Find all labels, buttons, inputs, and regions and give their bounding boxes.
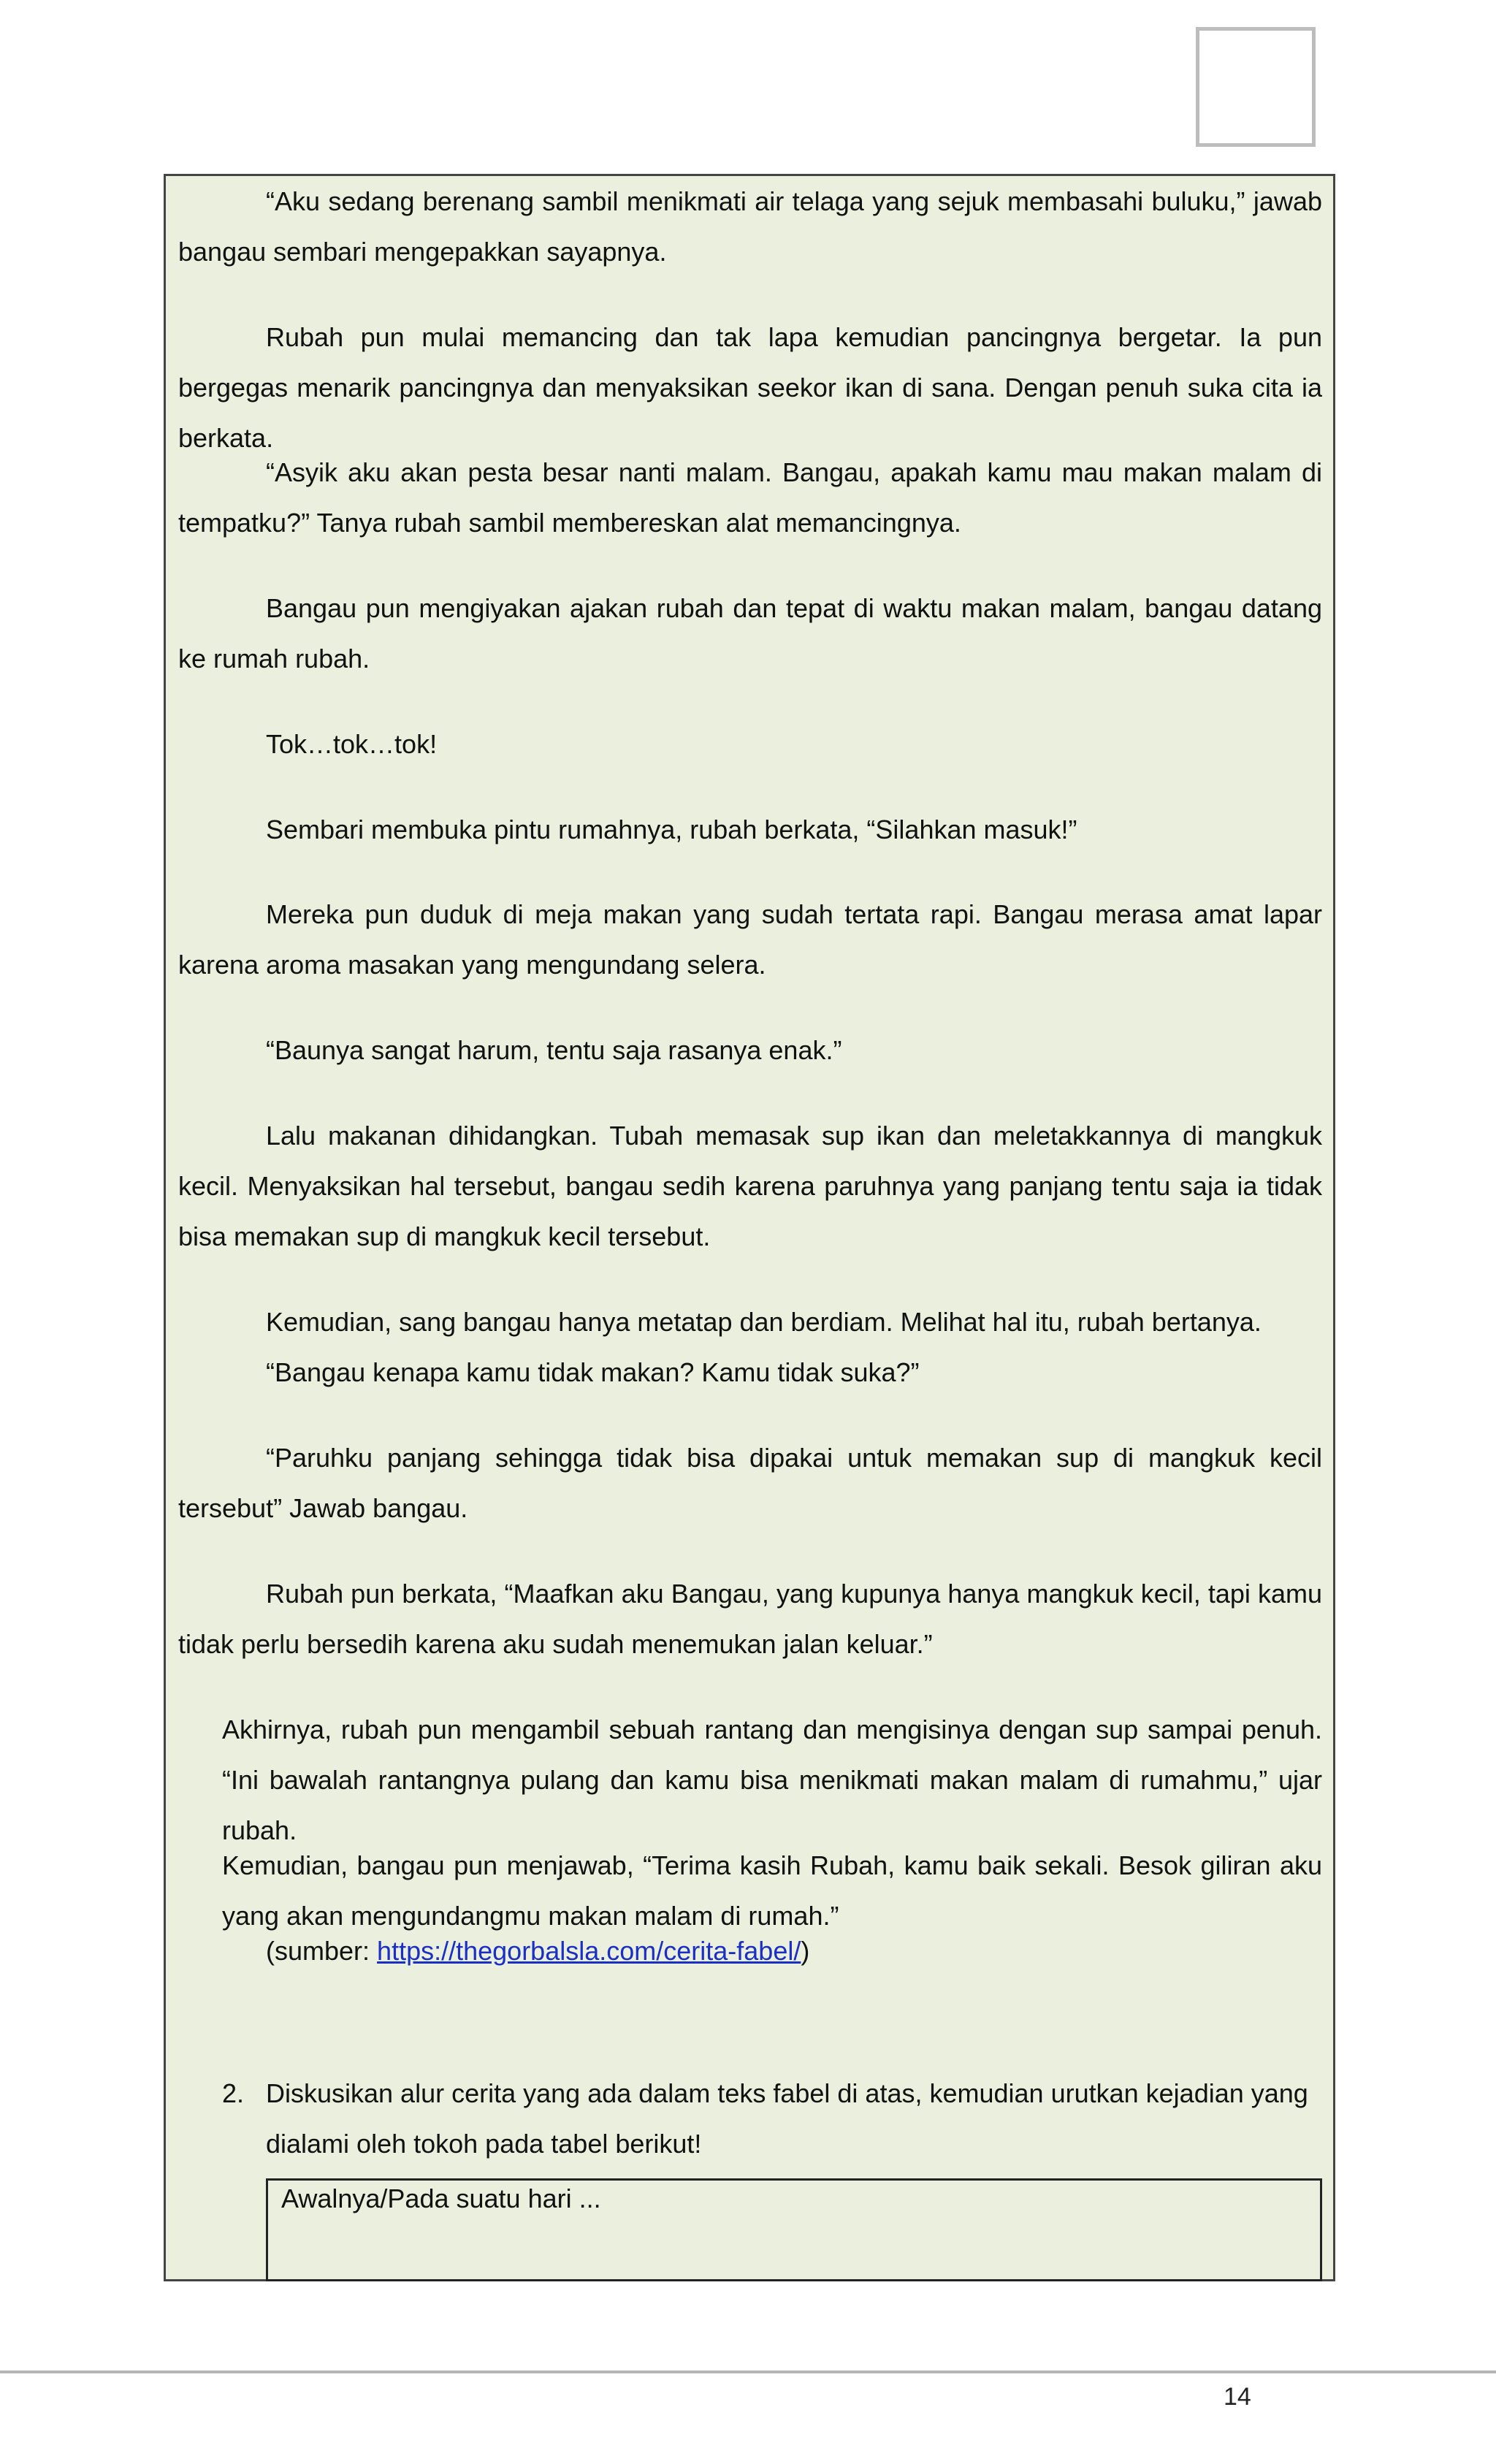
- page-number: 14: [1224, 2383, 1251, 2411]
- story-paragraph: Rubah pun berkata, “Maafkan aku Bangau, yang kupunya hanya mangkuk kecil, tapi kamu tidak perlu bersedih karena aku sudah menemukan jalan keluar.”: [178, 1579, 1322, 1659]
- story-paragraph: Akhirnya, rubah pun mengambil sebuah rantang dan mengisinya dengan sup sampai penuh. “Ini bawalah rantangnya pulang dan kamu bisa menikmati makan malam di rumahmu,” ujar rubah.: [222, 1714, 1322, 1845]
- footer-divider: [0, 2370, 1496, 2373]
- story-paragraph: “Baunya sangat harum, tentu saja rasanya enak.”: [266, 1035, 842, 1065]
- story-paragraph: Kemudian, sang bangau hanya metatap dan berdiam. Melihat hal itu, rubah bertanya.: [266, 1307, 1262, 1337]
- source-citation: [266, 1926, 1322, 1976]
- story-paragraph: Rubah pun mulai memancing dan tak lapa kemudian pancingnya bergetar. Ia pun bergegas menarik pancingnya dan menyaksikan seekor ikan di sana. Dengan penuh suka cita ia berkata.: [178, 322, 1322, 453]
- story-paragraph: Sembari membuka pintu rumahnya, rubah berkata, “Silahkan masuk!”: [266, 815, 1077, 844]
- source-prefix: (sumber:: [266, 1936, 378, 1966]
- source-link[interactable]: https://thegorbalsla.com/cerita-fabel/: [377, 1936, 801, 1966]
- page-corner-box: [1196, 27, 1316, 147]
- story-paragraph: “Aku sedang berenang sambil menikmati air telaga yang sejuk membasahi buluku,” jawab bangau sembari mengepakkan sayapnya.: [178, 186, 1322, 267]
- story-paragraph: “Paruhku panjang sehingga tidak bisa dipakai untuk memakan sup di mangkuk kecil tersebut” Jawab bangau.: [178, 1443, 1322, 1523]
- story-paragraph: Lalu makanan dihidangkan. Tubah memasak sup ikan dan meletakkannya di mangkuk kecil. Menyaksikan hal tersebut, bangau sedih karena paruhnya yang panjang tentu saja ia tidak bisa memakan sup di mangkuk kecil tersebut.: [178, 1121, 1322, 1251]
- story-paragraph: “Asyik aku akan pesta besar nanti malam. Bangau, apakah kamu mau makan malam di tempatku?” Tanya rubah sambil membereskan alat memancingnya.: [178, 457, 1322, 538]
- task-instruction: [222, 2068, 1322, 2169]
- task-text: Diskusikan alur cerita yang ada dalam teks fabel di atas, kemudian urutkan kejadian yang dialami oleh tokoh pada tabel berikut!: [266, 2078, 1308, 2159]
- source-suffix: ): [801, 1936, 810, 1966]
- story-paragraph: “Bangau kenapa kamu tidak makan? Kamu tidak suka?”: [266, 1357, 920, 1387]
- sequence-table-label: Awalnya/Pada suatu hari ...: [281, 2183, 601, 2213]
- story-paragraph: Mereka pun duduk di meja makan yang sudah tertata rapi. Bangau merasa amat lapar karena aroma masakan yang mengundang selera.: [178, 899, 1322, 980]
- story-paragraph: Bangau pun mengiyakan ajakan rubah dan tepat di waktu makan malam, bangau datang ke rumah rubah.: [178, 593, 1322, 674]
- story-paragraph: Tok…tok…tok!: [266, 729, 438, 759]
- task-number: 2.: [222, 2078, 245, 2108]
- story-paragraph: Kemudian, bangau pun menjawab, “Terima kasih Rubah, kamu baik sekali. Besok giliran aku yang akan mengundangmu makan malam di rumah.”: [222, 1850, 1322, 1931]
- story-panel: [164, 174, 1335, 2281]
- sequence-table-row[interactable]: [266, 2178, 1322, 2281]
